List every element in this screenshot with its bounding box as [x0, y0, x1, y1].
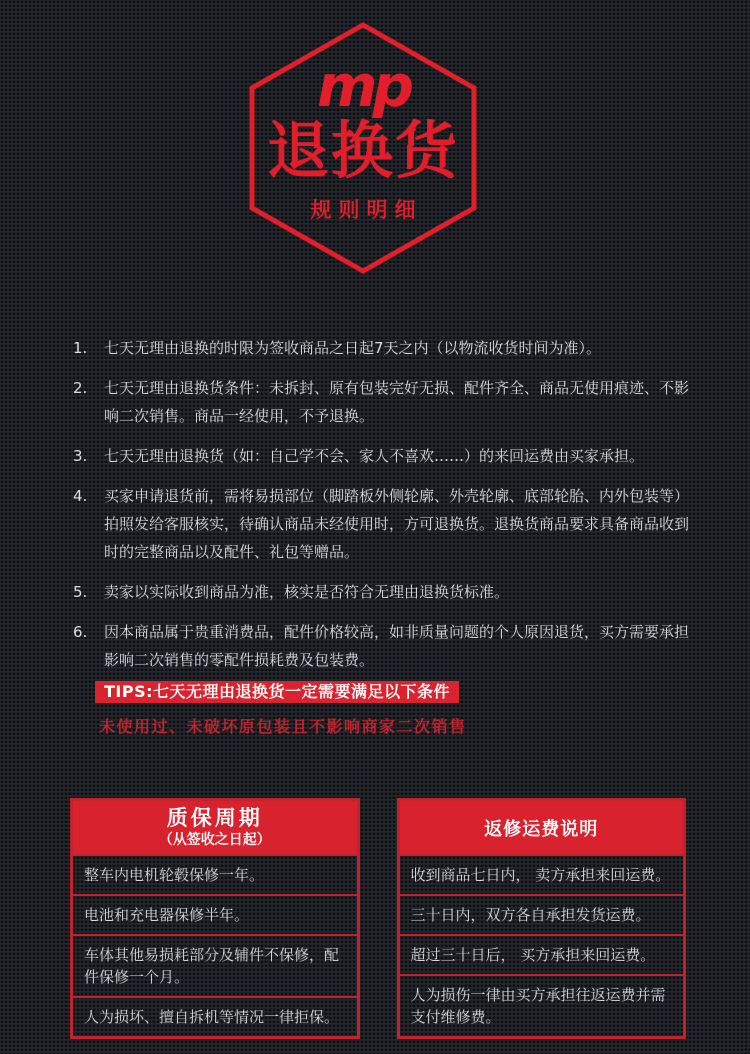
policy-tables [70, 798, 686, 1039]
rule-number: 2. [73, 379, 88, 397]
rules-list [73, 334, 695, 686]
tips-banner: TIPS:七天无理由退换货一定需要满足以下条件 [95, 681, 459, 703]
warranty-table-title: 质保周期 [166, 805, 263, 830]
rule-item-1 [73, 334, 695, 362]
table-row: 电池和充电器保修半年。 [73, 894, 357, 934]
table-row: 三十日内，双方各自承担发货运费。 [400, 894, 684, 934]
rule-number: 5. [73, 583, 88, 601]
warranty-table-header [73, 801, 357, 854]
table-row: 人为损伤一律由买方承担往返运费并需支付维修费。 [400, 974, 684, 1036]
rule-item-4 [73, 482, 695, 566]
badge-subtitle: 规则明细 [310, 198, 423, 222]
rule-item-3 [73, 442, 695, 470]
tips-note: 未使用过、未破坏原包装且不影响商家二次销售 [99, 717, 467, 736]
rule-number: 1. [73, 339, 88, 357]
rule-text: 因本商品属于贵重消费品，配件价格较高，如非质量问题的个人原因退货，买方需要承担影响二次销售的零配件损耗费及包装费。 [104, 623, 690, 669]
returns-badge [248, 22, 478, 274]
shipping-table [397, 798, 687, 1039]
warranty-table [70, 798, 360, 1039]
rule-text: 买家申请退货前，需将易损部位（脚踏板外侧轮廓、外壳轮廓、底部轮胎、内外包装等）拍照发给客服核实，待确认商品未经使用时，方可退换货。退换货商品要求具备商品收到时的完整商品以及配件、礼包等赠品。 [104, 487, 690, 561]
warranty-table-subtitle: （从签收之日起） [158, 831, 271, 848]
mp-logo: mp [317, 52, 409, 120]
rule-number: 4. [73, 487, 88, 505]
rule-item-6 [73, 618, 695, 674]
table-row: 整车内电机轮毂保修一年。 [73, 854, 357, 894]
rule-number: 3. [73, 447, 88, 465]
rule-text: 七天无理由退换的时限为签收商品之日起7天之内（以物流收货时间为准）。 [104, 339, 602, 357]
badge-title: 退换货 [266, 114, 459, 187]
table-row: 超过三十日后， 买方承担来回运费。 [400, 934, 684, 974]
rule-number: 6. [73, 623, 88, 641]
rule-item-2 [73, 374, 695, 430]
rule-text: 卖家以实际收到商品为准，核实是否符合无理由退换货标准。 [104, 583, 510, 601]
rule-item-5 [73, 578, 695, 606]
rule-text: 七天无理由退换货条件：未拆封、原有包装完好无损、配件齐全、商品无使用痕迹、不影响二次销售。商品一经使用，不予退换。 [104, 379, 690, 425]
shipping-table-header [400, 801, 684, 854]
shipping-table-title: 返修运费说明 [484, 818, 599, 840]
table-row: 人为损坏、擅自拆机等情况一律拒保。 [73, 996, 357, 1036]
table-row: 收到商品七日内， 卖方承担来回运费。 [400, 854, 684, 894]
table-row: 车体其他易损耗部分及辅件不保修，配件保修一个月。 [73, 934, 357, 996]
rule-text: 七天无理由退换货（如：自己学不会、家人不喜欢……）的来回运费由买家承担。 [104, 447, 645, 465]
